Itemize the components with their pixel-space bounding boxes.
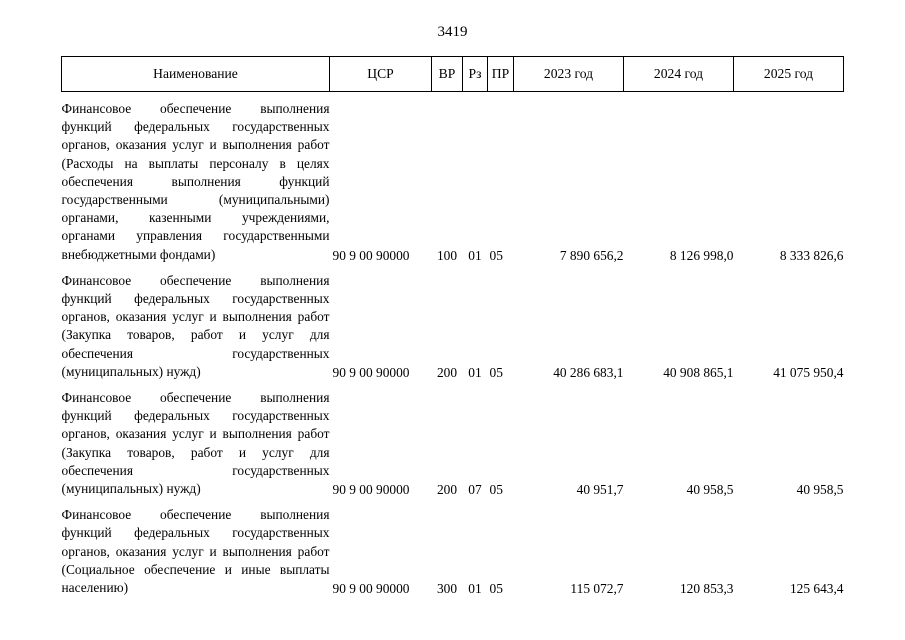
row-vr: 100: [436, 247, 458, 263]
row-rz: 01: [468, 581, 482, 597]
table-body: [62, 92, 844, 606]
row-pr: 05: [489, 247, 503, 263]
row-rz: 01: [468, 247, 482, 263]
row-amount-2024: 8 126 998,0: [669, 247, 734, 263]
row-amount-2023: 7 890 656,2: [559, 247, 624, 263]
row-amount-2023: 40 951,7: [576, 482, 624, 498]
table-row: [62, 506, 844, 605]
row-rz: 01: [468, 365, 482, 381]
page-number: 3419: [437, 24, 468, 40]
header-row: [62, 57, 844, 92]
header-csr: ЦСР: [330, 57, 432, 92]
header-year-2024: 2024 год: [624, 57, 734, 92]
table-row: [62, 92, 844, 272]
row-amount-2025: 41 075 950,4: [773, 365, 844, 381]
table-row: [62, 272, 844, 389]
row-pr: 05: [489, 581, 503, 597]
row-pr: 05: [489, 365, 503, 381]
header-year-2025: 2025 год: [734, 57, 844, 92]
row-amount-2025: 40 958,5: [796, 482, 844, 498]
row-name: Финансовое обеспечение выполнения функций федеральных государственных органов, оказания услуг и выполнения работ (Закупка товаров, работ и услуг для обеспечения государственных (муниципальных) нужд): [61, 272, 330, 379]
row-amount-2025: 8 333 826,6: [779, 247, 844, 263]
row-amount-2024: 120 853,3: [679, 581, 734, 597]
row-vr: 200: [436, 365, 458, 381]
row-pr: 05: [489, 482, 503, 498]
budget-table: [61, 56, 844, 605]
row-amount-2025: 125 643,4: [789, 581, 844, 597]
row-vr: 200: [436, 482, 458, 498]
row-rz: 07: [468, 482, 482, 498]
row-csr: 90 9 00 90000: [332, 482, 410, 498]
header-pr: ПР: [488, 57, 514, 92]
row-amount-2023: 115 072,7: [570, 581, 624, 597]
row-vr: 300: [436, 581, 458, 597]
row-name: Финансовое обеспечение выполнения функций федеральных государственных органов, оказания услуг и выполнения работ (Социальное обеспечение и иные выплаты населению): [61, 507, 330, 596]
row-name: Финансовое обеспечение выполнения функций федеральных государственных органов, оказания услуг и выполнения работ (Расходы на выплаты персоналу в целях обеспечения выполнения функций государственными (муниципальными) органами, казенными учреждениями, органами управления государственными внебюджетными фондами): [61, 101, 330, 262]
header-rz: Рз: [463, 57, 488, 92]
row-csr: 90 9 00 90000: [332, 581, 410, 597]
header-vr: ВР: [432, 57, 463, 92]
row-amount-2024: 40 908 865,1: [663, 365, 734, 381]
row-amount-2023: 40 286 683,1: [553, 365, 624, 381]
row-name: Финансовое обеспечение выполнения функций федеральных государственных органов, оказания услуг и выполнения работ (Закупка товаров, работ и услуг для обеспечения государственных (муниципальных) нужд): [61, 390, 330, 497]
table-row: [62, 389, 844, 506]
row-amount-2024: 40 958,5: [686, 482, 734, 498]
row-csr: 90 9 00 90000: [332, 247, 410, 263]
table-header: [62, 57, 844, 92]
row-csr: 90 9 00 90000: [332, 365, 410, 381]
header-year-2023: 2023 год: [514, 57, 624, 92]
header-name: Наименование: [62, 57, 330, 92]
